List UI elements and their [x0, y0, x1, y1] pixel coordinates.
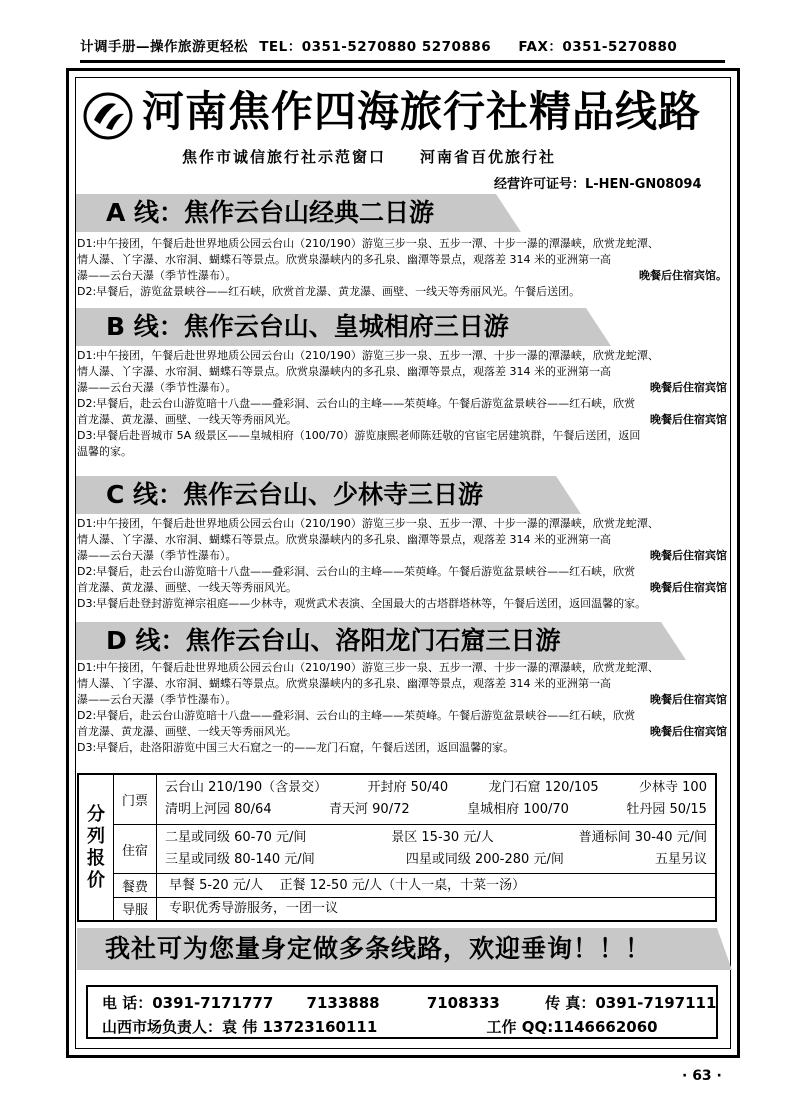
contact-manager: 山西市场负责人：袁 伟 13723160111 工作 QQ:1146662060 [102, 1018, 658, 1036]
ticket-prices: 云台山 210/190（含景交） 开封府 50/40 龙门石窟 120/105 少林寺 100 清明上河园 80/64 青天河 90/72 皇城相府 100/70 牡丹园 50/15 [157, 775, 716, 825]
guide-service: 专职优秀导游服务，一团一议 [157, 897, 716, 920]
itinerary-line: 情人瀑、丫字瀑、水帘洞、蝴蝶石等景点。欣赏泉瀑峡内的多孔泉、幽潭等景点，观落差 314 米的亚洲第一高 [77, 253, 611, 266]
page-header [80, 36, 725, 63]
itinerary-line: D2:早餐后，赴云台山游览暗十八盘——叠彩洞、云台山的主峰——茱萸峰。午餐后游览盆景峡谷——红石峡，欣赏 [77, 565, 636, 578]
itinerary-line: 情人瀑、丫字瀑、水帘洞、蝴蝶石等景点。欣赏泉瀑峡内的多孔泉、幽潭等景点，观落差 314 米的亚洲第一高 [77, 533, 611, 546]
header-tel: TEL：0351-5270880 5270886 [259, 39, 492, 55]
itinerary-line: 瀑——云台天瀑（季节性瀑布）。 晚餐后住宿宾馆 [77, 549, 727, 562]
route-a-itinerary [77, 236, 731, 300]
promo-banner [77, 928, 732, 970]
route-c-title: C 线：焦作云台山、少林寺三日游 [106, 480, 484, 509]
itinerary-line: D1:中午接团，午餐后赴世界地质公园云台山（210/190）游览三步一泉、五步一潭、十步一瀑的潭瀑峡，欣赏龙蛇潭、 [77, 349, 659, 362]
agency-subtitle [182, 146, 652, 167]
header-fax: FAX：0351-5270880 [518, 39, 678, 55]
contact-phones: 电 话：0391-7171777 7133888 7108333 传 真：0391-7197111 [102, 994, 717, 1012]
promo-text: 我社可为您量身定做多条线路，欢迎垂询！！！ [105, 934, 652, 963]
agency-logo-icon [82, 90, 134, 142]
ticket-label: 门票 [114, 775, 157, 825]
price-label: 分列报价 [79, 775, 114, 921]
contact-box [86, 985, 718, 1039]
itinerary-line: D1:中午接团，午餐后赴世界地质公园云台山（210/190）游览三步一泉、五步一潭、十步一瀑的潭瀑峡，欣赏龙蛇潭、 [77, 661, 659, 674]
itinerary-line: 温馨的家。 [77, 445, 132, 458]
itinerary-line: 情人瀑、丫字瀑、水帘洞、蝴蝶石等景点。欣赏泉瀑峡内的多孔泉、幽潭等景点，观落差 314 米的亚洲第一高 [77, 677, 611, 690]
itinerary-line: D3:早餐后赴登封游览禅宗祖庭——少林寺，观赏武术表演、全国最大的古塔群塔林等，午餐后送团，返回温馨的家。 [77, 597, 647, 610]
route-b-itinerary [77, 348, 731, 460]
route-d-band [76, 622, 731, 660]
agency-sub1: 焦作市诚信旅行社示范窗口 [182, 148, 387, 166]
itinerary-line: 瀑——云台天瀑（季节性瀑布）。 晚餐后住宿宾馆。 [77, 269, 727, 282]
price-table [77, 773, 717, 922]
route-a-band [76, 194, 731, 232]
agency-sub2: 河南省百优旅行社 [420, 148, 557, 166]
agency-title: 河南焦作四海旅行社精品线路 [142, 87, 702, 136]
header-slogan: 计调手册—操作旅游更轻松 [80, 39, 248, 55]
itinerary-line: D2:早餐后，赴云台山游览暗十八盘——叠彩洞、云台山的主峰——茱萸峰。午餐后游览盆景峡谷——红石峡，欣赏 [77, 709, 636, 722]
itinerary-line: 首龙瀑、黄龙瀑、画壁、一线天等秀丽风光。 晚餐后住宿宾馆 [77, 581, 727, 594]
route-d-title: D 线：焦作云台山、洛阳龙门石窟三日游 [106, 626, 561, 655]
itinerary-line: 瀑——云台天瀑（季节性瀑布）。 晚餐后住宿宾馆 [77, 381, 727, 394]
route-d-itinerary [77, 660, 731, 756]
page-number: · 63 · [682, 1068, 722, 1084]
itinerary-line: 瀑——云台天瀑（季节性瀑布）。 晚餐后住宿宾馆 [77, 693, 727, 706]
hotel-prices: 二星或同级 60-70 元/间 景区 15-30 元/人 普通标间 30-40 元/间 三星或同级 80-140 元/间 四星或同级 200-280 元/间 五星另议 [157, 824, 716, 874]
itinerary-line: D1:中午接团，午餐后赴世界地质公园云台山（210/190）游览三步一泉、五步一潭、十步一瀑的潭瀑峡，欣赏龙蛇潭、 [77, 517, 659, 530]
itinerary-line: D3:早餐后，赴洛阳游览中国三大石窟之一的——龙门石窟，午餐后送团，返回温馨的家。 [77, 741, 515, 754]
meal-prices: 早餐 5-20 元/人 正餐 12-50 元/人（十人一桌，十菜一汤） [157, 874, 716, 897]
route-a-title: A 线：焦作云台山经典二日游 [106, 198, 435, 227]
route-b-band [76, 308, 731, 346]
itinerary-line: 首龙瀑、黄龙瀑、画壁、一线天等秀丽风光。 晚餐后住宿宾馆 [77, 725, 727, 738]
meal-label: 餐费 [114, 874, 157, 897]
itinerary-line: D3:早餐后赴晋城市 5A 级景区——皇城相府（100/70）游览康熙老师陈廷敬的官宦宅居建筑群，午餐后送团，返回 [77, 429, 641, 442]
itinerary-line: D1:中午接团，午餐后赴世界地质公园云台山（210/190）游览三步一泉、五步一潭、十步一瀑的潭瀑峡，欣赏龙蛇潭、 [77, 237, 659, 250]
itinerary-line: D2:早餐后，赴云台山游览暗十八盘——叠彩洞、云台山的主峰——茱萸峰。午餐后游览盆景峡谷——红石峡，欣赏 [77, 397, 636, 410]
itinerary-line: 首龙瀑、黄龙瀑、画壁、一线天等秀丽风光。 晚餐后住宿宾馆 [77, 413, 727, 426]
license-number: 经营许可证号：L-HEN-GN08094 [494, 177, 702, 192]
itinerary-line: 情人瀑、丫字瀑、水帘洞、蝴蝶石等景点。欣赏泉瀑峡内的多孔泉、幽潭等景点，观落差 314 米的亚洲第一高 [77, 365, 611, 378]
route-c-band [76, 476, 731, 514]
guide-label: 导服 [114, 897, 157, 920]
itinerary-line: D2:早餐后，游览盆景峡谷——红石峡，欣赏首龙瀑、黄龙瀑、画壁、一线天等秀丽风光。午餐后送团。 [77, 285, 581, 298]
hotel-label: 住宿 [114, 824, 157, 874]
route-c-itinerary [77, 516, 731, 612]
route-b-title: B 线：焦作云台山、皇城相府三日游 [106, 312, 509, 341]
